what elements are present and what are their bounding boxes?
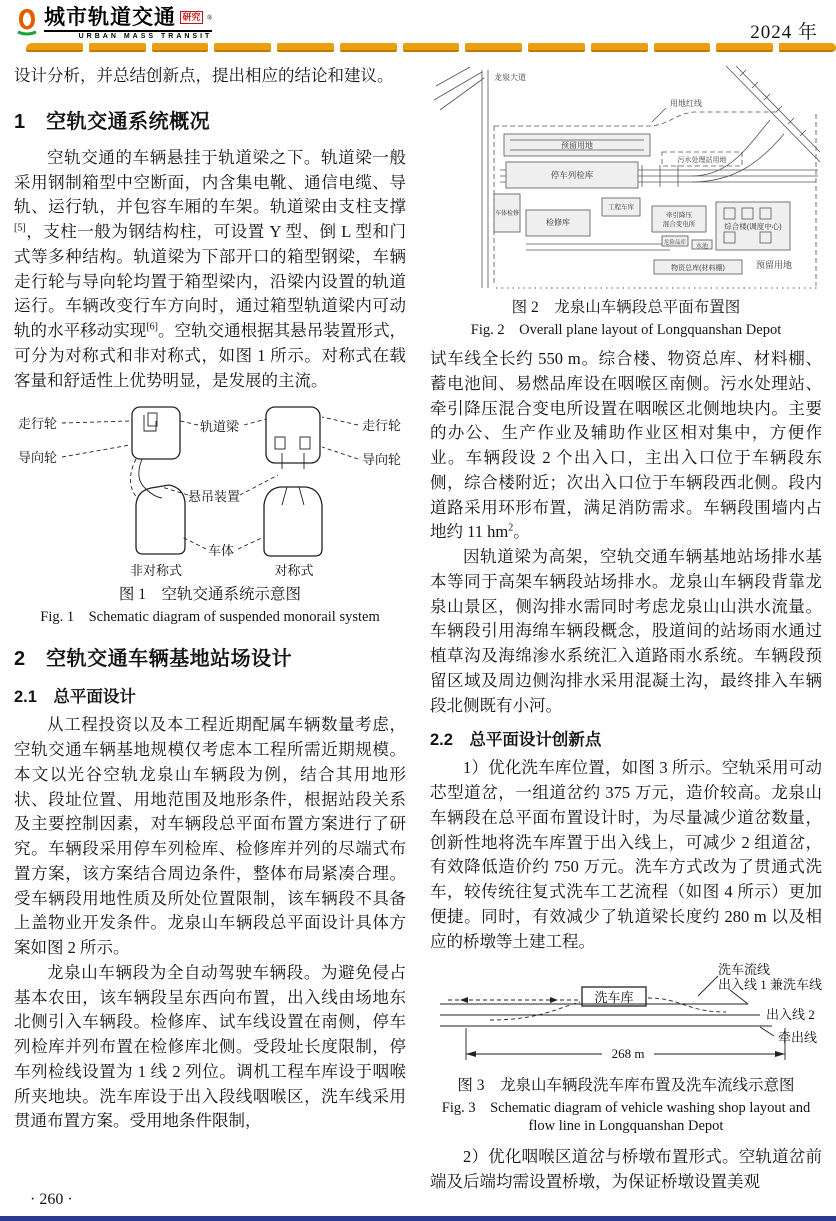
fig1-label-guide-wheel-left: 导向轮 [18,450,58,466]
paragraph-text: 。空轨交通根据其悬吊装置形式，可分为对称式和非对称式，如图 1 所示。对称式在载客量和舒适性上优势明显，是发展的主流。 [14,321,407,390]
figure-2-image [430,64,822,292]
fig2-label-redline: 用地红线 [670,99,702,108]
fig1-label-symmetric: 对称式 [274,563,314,579]
fig2-label-engineering-garage: 工程车库 [608,204,634,211]
paragraph-depot-layout: 龙泉山车辆段为全自动驾驶车辆段。为避免侵占基本农田，该车辆段呈东西向布置，出入线由场地东北侧引入车辆段。检修库、试车线设置在南侧，停车列检库并列布置在检修库北侧。受段址长度限制，停车列检线设置为 1 线 2 列位。调机工程车库设于咽喉所夹地块。洗车库设于出入段线咽喉区，洗车线采用贯通布置方案。受用地条件限制， [14,962,406,1131]
paragraph-plane-design: 从工程投资以及本工程近期配属车辆数量考虑，空轨交通车辆基地规模仅考虑本工程所需近期规模。本文以光谷空轨龙泉山车辆段为例，结合其用地形状、段址位置、用地范围及地形条件，根据站段关系及主要控制因素，对车辆段总平面布置方案进行了研究。车辆段采用停车列检库、检修库并列的尽端式布置方案，该方案结合周边条件，整体布局紧凑合理。受车辆段用地性质及所处位置限制，该车辆段不具备上盖物业开发条件。龙泉山车辆段总平面设计具体方案如图 2 所示。 [14,715,406,957]
fig2-label-sewage: 污水处理站用地 [677,157,727,164]
fig3-label-wash-shop: 洗车库 [594,990,634,1006]
journal-logo [14,7,212,42]
fig3-label-dimension: 268 m [611,1046,645,1062]
paragraph-turnout-pier: 2）优化咽喉区道岔与桥墩布置形式。空轨道岔前端及后端均需设置桥墩，为保证桥墩设置美观 [430,1147,822,1191]
figure-2-caption-en: Fig. 2 Overall plane layout of Longquanshan Depot [470,322,782,338]
section-2-2-heading: 2.2 总平面设计创新点 [430,731,602,750]
paragraph-wash-shop: 1）优化洗车库位置，如图 3 所示。空轨采用可动芯型道岔，一组道岔约 375 万元，造价较高。龙泉山车辆段在总平面布置设计时，为尽量减少道岔数量，创新性地将洗车库置于出入线上，可减少 2 组道岔，有效降低造价约 750 万元。洗车方式改为了贯通式洗车，较传统往复式洗车工艺流程（如图 4 所示）更加便捷。同时，有效减少了轨道梁长度约 280 m 以及相应的桥墩等土建工程。 [430,758,822,951]
figure-3 [430,962,822,1135]
figure-1 [14,401,406,626]
figure-1-image [14,401,406,579]
paragraph-text: 。 [513,522,530,542]
fig2-label-repair-shed: 检修库 [546,218,570,227]
paragraph-drainage: 因轨道梁为高架，空轨交通车辆基地站场排水基本等同于高架车辆段站场排水。龙泉山车辆段背靠龙泉山景区，侧沟排水需同时考虑龙泉山山洪水流量。车辆段引用海绵车辆段概念，股道间的站场雨水通过植草沟及海绵渗水系统汇入道路雨水系统。车辆段预留区域及周边侧沟排水采用混凝土沟，最终排入车辆段北侧既有小河。 [430,547,822,715]
figure-3-image [430,962,822,1070]
section-1-heading: 1 空轨交通系统概况 [14,110,211,133]
journal-title: 城市轨道交通 [44,6,176,29]
fig2-label-road: 龙泉大道 [494,73,526,82]
section-2-heading: 2 空轨交通车辆基地站场设计 [14,648,293,671]
figure-3-caption-zh: 图 3 龙泉山车辆段洗车库布置及洗车流线示意图 [457,1077,795,1095]
train-divider-bar [26,43,836,52]
superscript-2: 2 [508,522,514,534]
fig3-label-lead-line: 牵出线 [778,1030,818,1046]
fig2-label-complex: 综合楼(调度中心) [724,222,782,231]
paragraph-text: 空轨交通的车辆悬挂于轨道梁之下。轨道梁一般采用钢制箱型中空断面，内含集电靴、通信电缆、导轨、运行轨，并包容车厢的车架。轨道梁由支柱支撑 [14,147,406,217]
figure-2-caption-zh: 图 2 龙泉山车辆段总平面布置图 [511,299,741,316]
page-number: · 260 · [30,1191,73,1208]
fig2-label-reserved-e: 预留用地 [755,260,793,270]
fig1-label-track-beam: 轨道梁 [200,419,240,435]
left-column [14,64,406,1195]
figure-3-caption-en-line2: flow line in Longquanshan Depot [528,1118,724,1135]
right-column [430,64,822,1195]
reference-6: [6] [146,321,158,333]
paragraph-text: 试车线全长约 550 m。综合楼、物资总库、材料棚、蓄电池间、易燃品库设在咽喉区南侧。污水处理站、牵引降压混合变电所设置在咽喉区北侧地块内。主要的办公、生产作业及辅助作业区相对集中，方便作业。车辆段设 2 个出入口，主出入口位于车辆段东侧，综合楼附近；次出入口位于车辆段西北侧。段内道路采用环形布置，满足消防需求。车辆段围墙内占地约 11 hm [430,349,822,542]
paragraph-text: ，支柱一般为钢结构柱，可设置 Y 型、倒 L 型和门式等多种结构。轨道梁为下部开口的箱型钢梁，车辆走行轮与导向轮均置于箱型梁内，沿梁内设置的轨道运行。车辆改变行车方向时，通过箱型轨道梁内可动轨的水平移动实现 [14,222,406,340]
tulip-logo-icon [14,7,40,42]
fig2-label-pool: 水池 [695,244,709,250]
fig1-label-asymmetric: 非对称式 [129,563,183,579]
masthead [0,0,836,41]
fig2-label-hazard: 危险品库 [663,240,687,246]
fig1-label-guide-wheel-right: 导向轮 [362,452,402,468]
fig3-label-line1: 出入线 1 兼洗车线 [718,977,822,993]
journal-logo-text [44,7,212,42]
bottom-rule [0,1216,836,1221]
figure-3-caption-en-line1: Fig. 3 Schematic diagram of vehicle washing shop layout and [441,1100,811,1117]
fig2-label-parking-shed: 停车列检库 [550,170,594,180]
figure-2 [430,64,822,339]
fig1-label-running-wheel-right: 走行轮 [362,418,402,434]
journal-subtitle: URBAN MASS TRANSIT [78,33,213,40]
fig2-label-reserved-nw: 预留用地 [561,141,593,150]
two-column-body [0,52,836,1195]
fig3-label-line2: 出入线 2 [766,1007,815,1023]
fig3-label-wash-flow: 洗车流线 [718,962,771,978]
fig2-label-substation-1: 牵引降压 [666,212,692,219]
reference-5: [5] [14,222,26,234]
section-2-1-heading: 2.1 总平面设计 [14,688,136,707]
fig2-label-body-repair: 车体检修 [494,211,520,217]
figure-1-caption-zh: 图 1 空轨交通系统示意图 [118,586,302,604]
year-label: 2024 年 [750,22,818,43]
fig1-label-running-wheel-left: 走行轮 [18,416,58,432]
fig2-label-substation-2: 混合变电所 [662,221,696,228]
paragraph-system-overview [14,146,406,394]
paragraph-intro: 设计分析，并总结创新点，提出相应的结论和建议。 [14,66,394,85]
fig1-label-car-body: 车体 [208,543,235,559]
paragraph-test-line [430,347,822,545]
figure-1-caption-en: Fig. 1 Schematic diagram of suspended monorail system [40,609,380,626]
journal-stamp: 研究 [180,11,203,24]
fig1-label-suspension: 悬吊装置 [188,489,241,505]
fig2-label-material: 物资总库(材料棚) [671,265,725,272]
registered-mark-icon: ® [207,13,213,22]
